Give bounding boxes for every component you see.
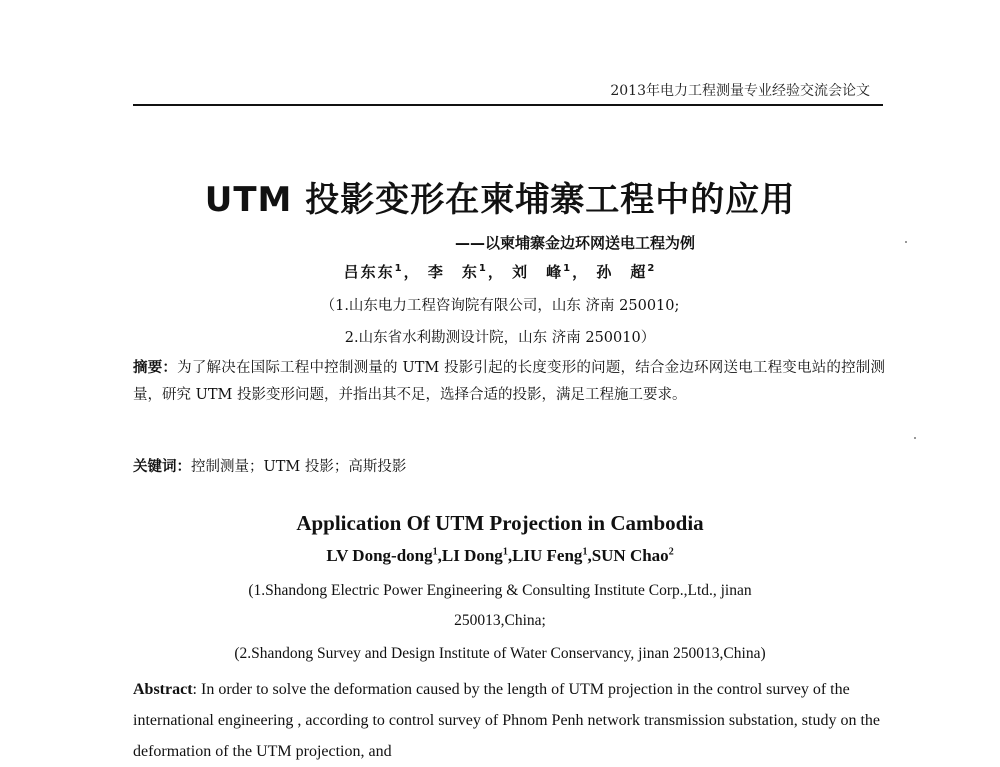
paper-subtitle: ——以柬埔寨金边环网送电工程为例 (455, 234, 696, 252)
english-author-name: LV Dong-dong (326, 546, 433, 565)
author-affiliation-mark: 1 (394, 263, 404, 274)
keywords-cn-label: 关键词： (133, 459, 191, 475)
english-author-separator: , (507, 546, 513, 565)
author-list (0, 261, 1000, 282)
english-title: Application Of UTM Projection in Cambodia (296, 511, 704, 535)
english-author-affiliation-mark: 2 (668, 546, 674, 558)
author-name: 李 东 (427, 263, 479, 281)
author-separator: ， (572, 263, 590, 281)
author-name: 吕东东 (343, 263, 395, 281)
author-affiliation-mark: 2 (647, 263, 657, 274)
affiliation-line: 2.山东省水利勘测设计院，山东 济南 250010） (344, 330, 656, 346)
author-affiliation-mark: 1 (478, 263, 488, 274)
english-author-separator: , (437, 546, 442, 565)
affiliation-line: （1.山东电力工程咨询院有限公司，山东 济南 250010; (320, 298, 680, 314)
english-affiliation-line: 250013,China; (454, 612, 546, 629)
keywords-cn (133, 455, 406, 476)
english-author-separator: , (587, 546, 592, 565)
abstract-cn-label: 摘要： (133, 360, 178, 376)
author-separator: ， (403, 263, 421, 281)
scan-speck (905, 241, 907, 243)
english-affiliation-line: (1.Shandong Electric Power Engineering & Consulting Institute Corp.,Ltd., jinan (248, 582, 752, 599)
abstract-en (133, 674, 885, 767)
abstract-cn-text: 为了解决在国际工程中控制测量的 UTM 投影引起的长度变形的问题，结合金边环网送电工程变电站的控制测量，研究 UTM 投影变形问题，并指出其不足，选择合适的投影，满足工程施工要求。 (133, 360, 886, 403)
author-name: 孙 超 (596, 263, 648, 281)
author-affiliation-mark: 1 (563, 263, 573, 274)
english-author-list (0, 546, 1000, 566)
author-name: 刘 峰 (512, 263, 564, 281)
english-author-name: LIU Feng (512, 546, 583, 565)
scan-speck (914, 437, 916, 439)
english-affiliation-line: (2.Shandong Survey and Design Institute of Water Conservancy, jinan 250013,China) (234, 645, 766, 662)
running-header: 2013年电力工程测量专业经验交流会论文 (610, 83, 870, 99)
abstract-cn (133, 355, 885, 409)
english-author-name: SUN Chao (591, 546, 669, 565)
abstract-en-text: : In order to solve the deformation caused by the length of UTM projection in the control survey of the international engineering , according to control survey of Phnom Penh network transmission substation, study on the deformation of the UTM projection, and (133, 681, 880, 760)
header-rule (133, 104, 883, 106)
keywords-cn-text: 控制测量；UTM 投影；高斯投影 (191, 459, 407, 475)
english-author-affiliation-mark: 1 (432, 546, 438, 558)
english-author-affiliation-mark: 1 (582, 546, 588, 558)
author-separator: ， (487, 263, 505, 281)
english-author-name: LI Dong (441, 546, 503, 565)
paper-title: UTM 投影变形在柬埔寨工程中的应用 (204, 180, 796, 220)
english-author-affiliation-mark: 1 (502, 546, 508, 558)
abstract-en-label: Abstract (133, 681, 193, 698)
